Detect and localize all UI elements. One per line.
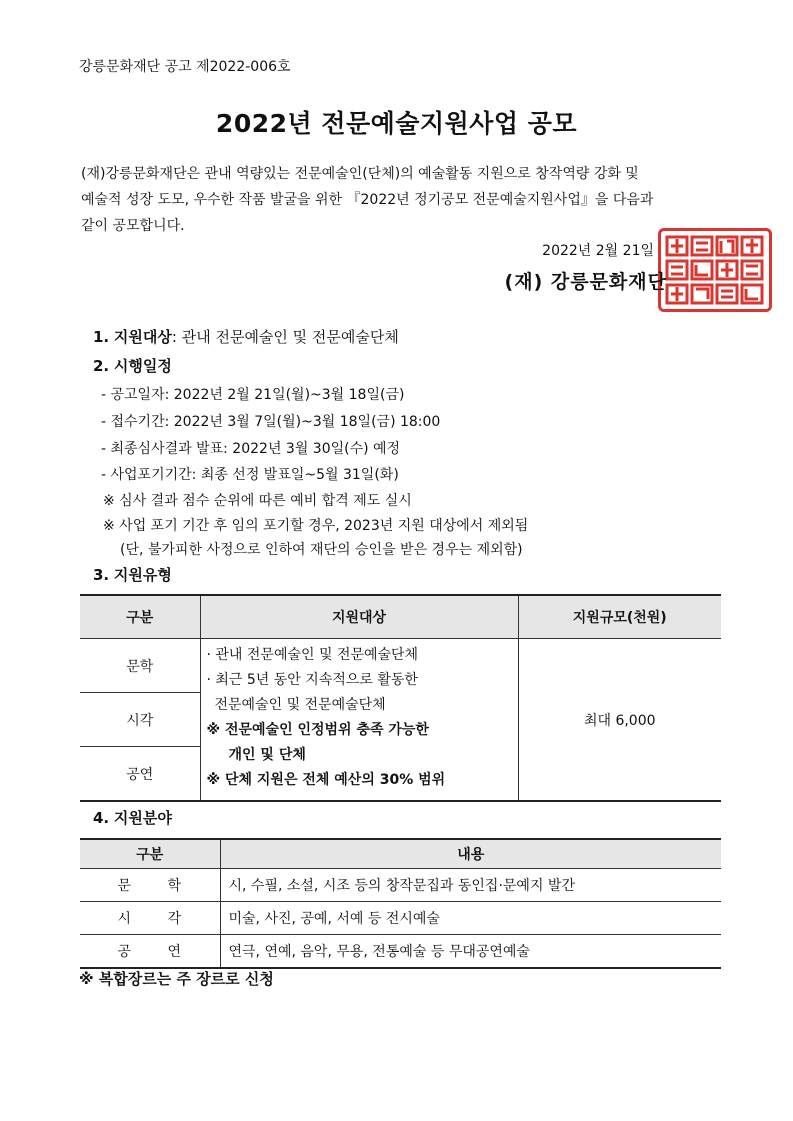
category-cell: 공 연 [80, 935, 220, 969]
category-cell: 시 각 [80, 902, 220, 935]
notice-number: 강릉문화재단 공고 제2022-006호 [79, 59, 291, 75]
schedule-item: - 사업포기기간: 최종 선정 발표일~5월 31일(화) [101, 467, 399, 483]
intro-paragraph [81, 161, 721, 239]
schedule-note: ※ 사업 포기 기간 후 임의 포기할 경우, 2023년 지원 대상에서 제외됨 [103, 518, 529, 534]
target-cell [200, 639, 518, 802]
table-header: 구분 [80, 595, 200, 639]
footnote: ※ 복합장르는 주 장르로 신청 [79, 970, 274, 988]
organization-name: (재) 강릉문화재단 [504, 271, 667, 293]
section-heading: 지원유형 [113, 566, 172, 584]
section-text: : 관내 전문예술인 및 전문예술단체 [171, 328, 399, 346]
table-row [80, 869, 721, 902]
intro-line: 예술적 성장 도모, 우수한 작품 발굴을 위한 『2022년 정기공모 전문예술지원사업』을 다음과 [81, 192, 654, 208]
section-4 [93, 807, 172, 828]
category-cell: 문 학 [80, 869, 220, 902]
table-row [80, 935, 721, 969]
target-note: ※ 단체 지원은 전체 예산의 30% 범위 [206, 772, 446, 788]
section-3 [93, 564, 172, 585]
table-header: 내용 [220, 839, 721, 869]
schedule-note: (단, 불가피한 사정으로 인하여 재단의 승인을 받은 경우는 제외함) [120, 542, 523, 558]
support-field-table [80, 838, 721, 969]
page-title: 2022년 전문예술지원사업 공모 [215, 109, 578, 138]
section-number: 4. [93, 809, 110, 827]
schedule-item: - 공고일자: 2022년 2월 21일(월)~3월 18일(금) [101, 387, 405, 403]
section-number: 2. [93, 357, 110, 375]
section-number: 1. [93, 328, 110, 346]
table-row [80, 902, 721, 935]
table-header: 구분 [80, 839, 220, 869]
target-line: · 최근 5년 동안 지속적으로 활동한 [206, 672, 418, 688]
schedule-item: - 최종심사결과 발표: 2022년 3월 30일(수) 예정 [101, 441, 401, 457]
content-cell: 시, 수필, 소설, 시조 등의 창작문집과 동인집·문예지 발간 [220, 869, 721, 902]
target-line: · 관내 전문예술인 및 전문예술단체 [206, 647, 419, 663]
table-header: 지원대상 [200, 595, 518, 639]
table-row [80, 639, 721, 693]
table-header-row [80, 595, 721, 639]
table-header-row [80, 839, 721, 869]
content-cell: 미술, 사진, 공예, 서예 등 전시예술 [220, 902, 721, 935]
target-note: ※ 전문예술인 인정범위 충족 가능한 [206, 722, 429, 738]
intro-line: 같이 공모합니다. [81, 218, 185, 234]
category-cell: 문학 [80, 639, 200, 693]
scale-cell: 최대 6,000 [518, 639, 721, 802]
schedule-item: - 접수기간: 2022년 3월 7일(월)~3월 18일(금) 18:00 [101, 414, 441, 430]
section-heading: 지원분야 [113, 809, 172, 827]
target-note: 개인 및 단체 [228, 747, 306, 763]
section-heading: 지원대상 [113, 328, 172, 346]
section-2 [93, 355, 172, 376]
announcement-date: 2022년 2월 21일 [542, 243, 654, 259]
section-heading: 시행일정 [113, 357, 172, 375]
support-type-table [80, 594, 721, 802]
schedule-note: ※ 심사 결과 점수 순위에 따른 예비 합격 제도 실시 [103, 493, 412, 509]
seal-icon [661, 231, 769, 309]
section-number: 3. [93, 566, 110, 584]
official-seal [658, 228, 772, 312]
category-cell: 시각 [80, 693, 200, 747]
category-cell: 공연 [80, 747, 200, 802]
intro-line: (재)강릉문화재단은 관내 역량있는 전문예술인(단체)의 예술활동 지원으로 창작역량 강화 및 [81, 166, 639, 182]
section-1 [93, 326, 399, 347]
content-cell: 연극, 연예, 음악, 무용, 전통예술 등 무대공연예술 [228, 944, 530, 960]
table-header: 지원규모(천원) [518, 595, 721, 639]
target-line: 전문예술인 및 전문예술단체 [214, 697, 386, 713]
